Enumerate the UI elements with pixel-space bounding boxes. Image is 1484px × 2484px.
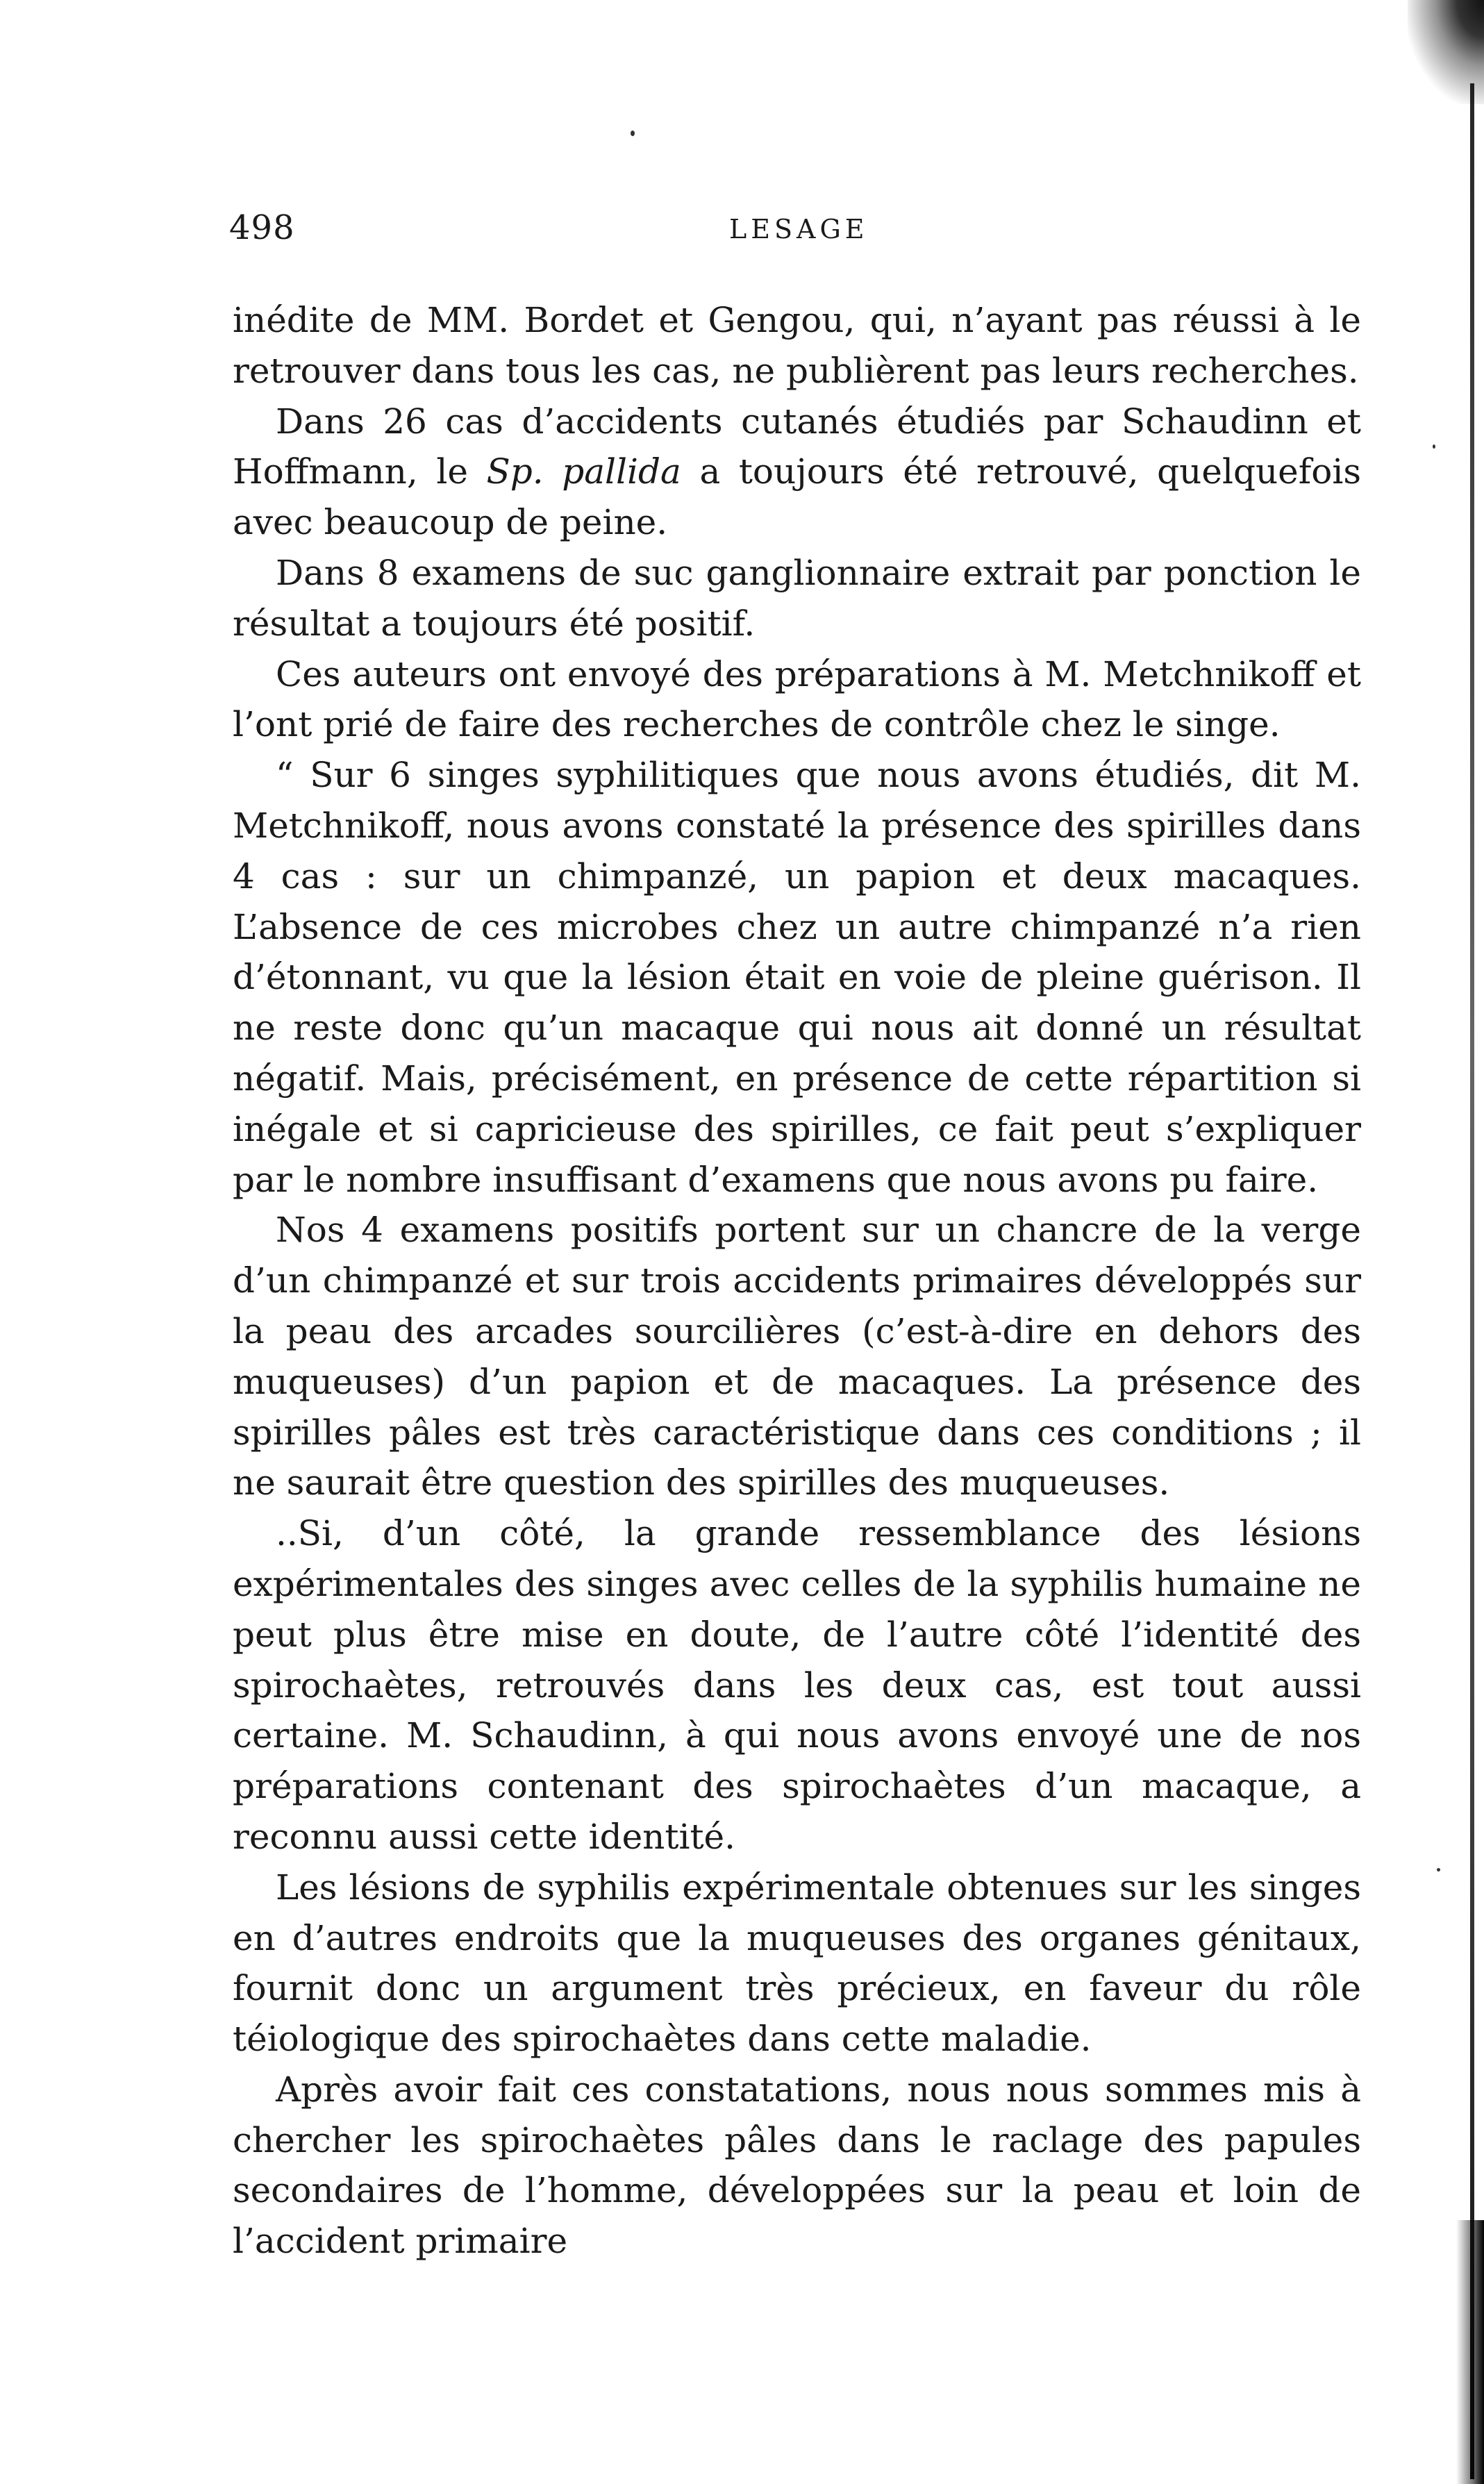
running-head: LESAGE [729, 214, 869, 244]
paragraph: Nos 4 examens positifs portent sur un chancre de la verge d’un chimpanzé et sur trois accidents primaires développés sur la peau des arcades sourcilières (c’est-à-dire en dehors des muqueuses) d’un papion et de macaques. La présence des spirilles pâles est très caractéristique dans ces conditions ; il ne saurait être question des spirilles des muqueuses. [233, 1210, 1361, 1503]
body-text [233, 295, 1361, 2267]
scan-speck [1433, 444, 1435, 449]
paragraph [233, 397, 1361, 548]
scan-edge-line [1470, 83, 1474, 2479]
page-header [229, 208, 1368, 257]
paragraph: Dans 8 examens de suc ganglionnaire extrait par ponction le résultat a toujours été positif. [233, 552, 1361, 644]
species-name: Sp. pallida [486, 451, 681, 492]
quoted-paragraph: “ Sur 6 singes syphilitiques que nous avons étudiés, dit M. Metchnikoff, nous avons constaté la présence des spirilles dans 4 cas : sur un chimpanzé, un papion et deux macaques. L’absence de ces microbes chez un autre chimpanzé n’a rien d’étonnant, vu que la lésion était en voie de pleine guérison. Il ne reste donc qu’un macaque qui nous ait donné un résultat négatif. Mais, précisément, en présence de cette répartition si inégale et si capricieuse des spirilles, ce fait peut s’expliquer par le nombre insuffisant d’examens que nous avons pu faire. [233, 755, 1361, 1200]
paragraph-text: Dans 26 cas d’accidents cutanés étudiés par Schaudinn et Hoffmann, le [233, 401, 1361, 492]
paragraph: inédite de MM. Bordet et Gengou, qui, n’ayant pas réussi à le retrouver dans tous les cas, ne publièrent pas leurs recherches. [233, 300, 1361, 391]
paragraph-text: a toujours été retrouvé, quelquefois avec beaucoup de peine. [233, 451, 1361, 543]
page-number: 498 [229, 208, 295, 247]
paragraph: Les lésions de syphilis expérimentale obtenues sur les singes en d’autres endroits que la muqueuses des organes génitaux, fournit donc un argument très précieux, en faveur du rôle téiologique des spirochaètes dans cette maladie. [233, 1867, 1361, 2060]
scan-edge-shadow [1453, 0, 1484, 2484]
scan-smudge-bottom [1456, 2220, 1484, 2484]
paragraph: Après avoir fait ces constatations, nous nous sommes mis à chercher les spirochaètes pâles dans le raclage des papules secondaires de l’homme, développées sur la peau et loin de l’accident primaire [233, 2069, 1361, 2262]
paragraph: Ces auteurs ont envoyé des préparations à M. Metchnikoff et l’ont prié de faire des recherches de contrôle chez le singe. [233, 653, 1361, 745]
paragraph: ..Si, d’un côté, la grande ressemblance des lésions expérimentales des singes avec celles de la syphilis humaine ne peut plus être mise en doute, de l’autre côté l’identité des spirochaètes, retrouvés dans les deux cas, est tout aussi certaine. M. Schaudinn, à qui nous avons envoyé une de nos préparations contenant des spirochaètes d’un macaque, a reconnu aussi cette identité. [233, 1513, 1361, 1857]
scan-speck [1437, 1868, 1440, 1872]
scan-speck [631, 131, 635, 136]
